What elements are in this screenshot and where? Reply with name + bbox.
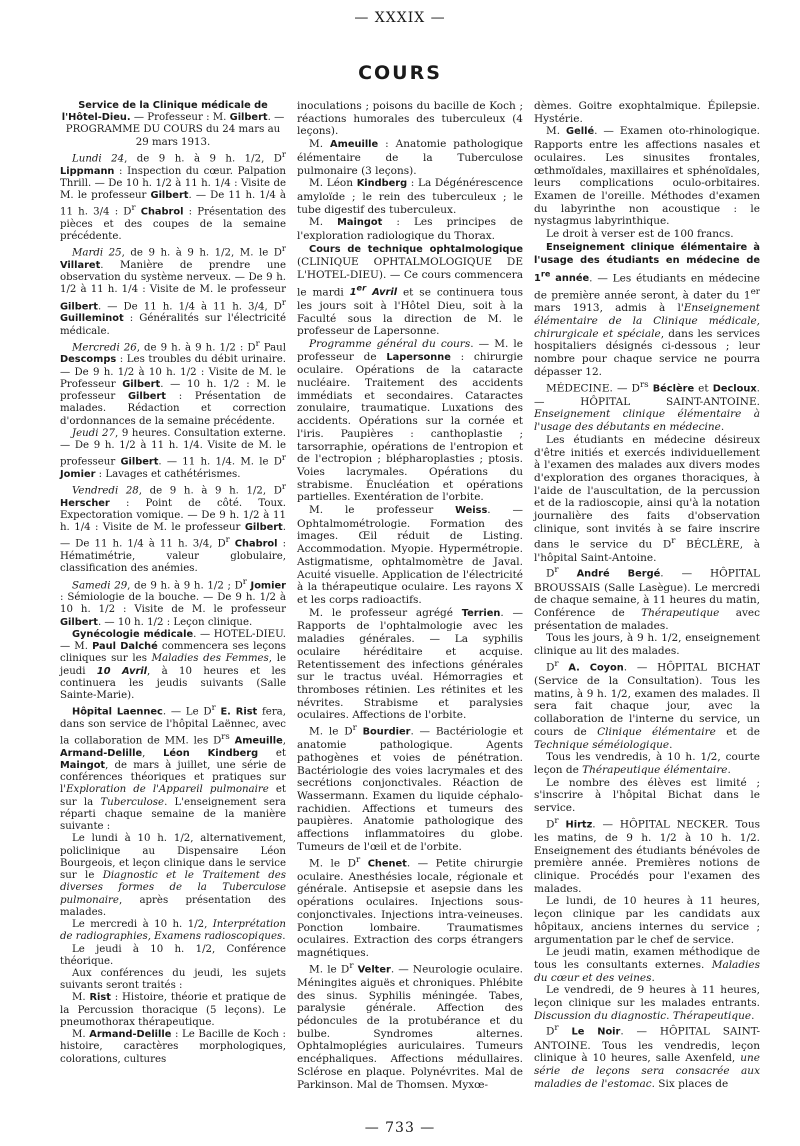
paragraph: Le lundi à 10 h. 1/2, alternativement, policlinique au Dispensaire Léon Bourgeois, et leçon clinique dans le service sur le Diagnostic et le Traitement des diverses formes de la Tuberculose pulmonaire, après présentation des malades. [60,833,286,918]
paragraph: inoculations ; poisons du bacille de Koch ; réactions humorales des tuberculeux (4 leçons). [297,100,523,138]
paragraph: Le nombre des élèves est limité ; s'inscrire à l'hôpital Bichat dans le service. [534,776,760,815]
paragraph: Cours de technique ophtalmologique (CLINIQUE OPHTALMOLOGIQUE DE L'HOTEL-DIEU). — Ce cours commencera le mardi 1er Avril et se continuera tous les jours soit à l'Hôtel Dieu, soit à la Faculté sous la direction de M. le professeur de Lapersonne. [297,243,523,338]
paragraph: Programme général du cours. — M. le professeur de Lapersonne : chirurgie oculaire. Opérations de la cataracte nucléaire. Traitement des accidents immédiats et secondaires. Cataractes zonulaire, traumatique. Luxations des accidents. Opérations sur la cornée et l'iris. Paupières : canthoplastie ; tarsorraphie, opérations de l'entropion et de l'ectropion ; blépharoplasties ; ptosis. Voies lacrymales. Opérations du strabisme. Énucléation et opérations partielles. Exentération de l'orbite. [297,337,524,504]
paragraph: Jeudi 27, 9 heures. Consultation externe. — De 9 h. 1/2 à 11 h. 1/4. Visite de M. le professeur Gilbert. — 11 h. 1/4. M. le $D^r$ Jomier : Lavages et cathétérismes. [60,427,286,480]
paragraph: Les étudiants en médecine désireux d'être initiés et exercés individuellement à l'examen des malades aux divers modes d'exploration des organes thoraciques, à l'aide de l'auscultation, de la percussion et de la radioscopie, ainsi qu'à la notation journalière des faits d'observation clinique, sont invités à se faire inscrire dans le service du $D^r$ BÉCLÈRE, à l'hôpital Saint-Antoine. [534,433,760,564]
paragraph: M. le professeur agrégé Terrien. — Rapports de l'ophtalmologie avec les maladies générales. — La syphilis oculaire héréditaire et acquise. Retentissement des infections générales sur le tractus uvéal. Hémorragies et thromboses rétinien. Les rétinites et les névrites. Strabisme et paralysies oculaires. Affections de l'orbite. [297,606,523,722]
page-title: COURS [358,62,442,84]
paragraph: Gynécologie médicale. — HOTEL-DIEU. — M. Paul Dalché commencera ses leçons cliniques sur les Maladies des Femmes, le jeudi 10 Avril, à 10 heures et les continuera les jeudis suivants (Salle Sainte-Marie). [60,628,286,702]
paragraph: Tous les jours, à 9 h. 1/2, enseignement clinique au lit des malades. [534,632,760,658]
paragraph: Mercredi 26, de 9 h. à 9 h. 1/2 : $D^r$ Paul Descomps : Les troubles du débit urinaire. — De 9 h. 1/2 à 10 h. 1/2 : Visite de M. le Professeur Gilbert. — 10 h. 1/2 : M. le professeur Gilbert : Présentation de malades. Rédaction et correction d'ordonnances de la semaine précédente. [60,338,287,427]
text-column-2 [297,100,523,1091]
paragraph: Le vendredi, de 9 heures à 11 heures, leçon clinique sur les malades entrants. Discussion du diagnostic. Thérapeutique. [534,984,760,1022]
page-number: — 733 — [364,1120,436,1136]
paragraph: $D^r$ Le Noir. — HÔPITAL SAINT-ANTOINE. Tous les vendredis, leçon clinique à 10 heures, salle Axenfeld, une série de leçons sera consacrée aux maladies de l'estomac. Six places de [534,1023,760,1090]
paragraph: Vendredi 28, de 9 h. à 9 h. 1/2, $D^r$ Herscher : Point de côté. Toux. Expectoration vomique. — De 9 h. 1/2 à 11 h. 1/4 : Visite de M. le professeur Gilbert. — De 11 h. 1/4 à 11 h. 3/4, $D^r$ Chabrol : Hématimétrie, valeur globulaire, classification des anémies. [60,482,287,575]
paragraph: Lundi 24, de 9 h. à 9 h. 1/2, $D^r$ Lippmann : Inspection du cœur. Palpation Thrill. — De 10 h. 1/2 à 11 h. 1/4 : Visite de M. le professeur Gilbert. — De 11 h. 1/4 à 11 h. 3/4 : $D^r$ Chabrol : Présentation des pièces et des coupes de la semaine précédente. [60,149,286,243]
paragraph: Le lundi, de 10 heures à 11 heures, leçon clinique par les candidats aux hôpitaux, anciens internes du service ; argumentation par le chef de service. [534,895,760,946]
paragraph: M. le $D^r$ Bourdier. — Bactériologie et anatomie pathologique. Agents pathogènes et voies de pénétration. Bactériologie des voies lacrymales et des secrétions conjonctivales. Réaction de Wassermann. Examen du liquide céphalo-rachidien. Affections et tumeurs des paupières. Anatomie pathologique des affections inflammatoires du globe. Tumeurs de l'œil et de l'orbite. [297,723,523,853]
paragraph: Le mercredi à 10 h. 1/2, Interprétation de radiographies, Examens radioscopiques. [60,919,286,943]
paragraph: Le droit à verser est de 100 francs. [546,228,734,241]
paragraph: $D^r$ A. Coyon. — HÔPITAL BICHAT (Service de la Consultation). Tous les matins, à 9 h. 1/2, examen des malades. Il sera fait chaque jour, avec la collaboration de l'interne du service, un cours de Clinique élémentaire et de Technique séméiologique. [534,658,760,751]
paragraph: M. le professeur Weiss. — Ophtalmométrologie. Formation des images. Œil réduit de Listing. Accommodation. Myopie. Hypermétropie. Astigmatisme, ophtalmomètre de Javal. Acuité visuelle. Application de l'électricité à la thérapeutique oculaire. Les rayons X et les corps radioactifs. [297,504,523,606]
paragraph: M. Ameuille : Anatomie pathologique élémentaire de la Tuberculose pulmonaire (3 leçons). [297,138,523,177]
paragraph: M. Gellé. — Examen oto-rhinologique. Rapports entre les affections nasales et oculaires. Les sinusites frontales, œthmoïdales, maxillaires et sphénoïdales, leurs complications oculo-orbitaires. Examen de l'oreille. Méthodes d'examen du labyrinthe non acoustique : le nystagmus labyrinthique. [534,125,760,228]
paragraph: M. Maingot : Les principes de l'exploration radiologique du Thorax. [297,216,523,243]
paragraph: Enseignement clinique élémentaire à l'usage des étudiants en médecine de 1re année. — Les étudiants en médecine de première année seront, à dater du 1er mars 1913, admis à l'Enseignement élémentaire de la Clinique médicale, chirurgicale et spéciale, dans les services hospitaliers désignés ci-dessous ; leur nombre pour chaque service ne pourra dépasser 12. [534,241,760,378]
paragraph: M. Léon Kindberg : La Dégénérescence amyloïde ; le rein des tuberculeux ; le tube digestif des tuberculeux. [297,177,523,216]
paragraph: Hôpital Laennec. — Le $D^r$ E. Rist fera, dans son service de l'hôpital Laënnec, avec la collaboration de MM. les $D^{rs}$ Ameuille, Armand-Delille, Léon Kindberg et Maingot, de mars à juillet, une série de conférences théoriques et pratiques sur l'Exploration de l'Appareil pulmonaire et sur la Tuberculose. L'enseignement sera réparti chaque semaine de la manière suivante : [60,703,286,833]
paragraph: dèmes. Goitre exophtalmique. Épilepsie. Hystérie. [534,100,760,125]
paragraph: M. Rist : Histoire, théorie et pratique de la Percussion thoracique (5 leçons). Le pneumothorax thérapeutique. [60,992,286,1028]
text-column-1 [60,100,286,1066]
paragraph: Samedi 29, de 9 h. à 9 h. 1/2 ; $D^r$ Jomier : Sémiologie de la bouche. — De 9 h. 1/2 à 10 h. 1/2 : Visite de M. le professeur Gilbert. — 10 h. 1/2 : Leçon clinique. [60,576,286,628]
paragraph: Le jeudi à 10 h. 1/2, Conférence théorique. [60,943,286,967]
paragraph: M. Armand-Delille : Le Bacille de Koch : histoire, caractères morphologiques, colorations, cultures [60,1029,286,1065]
paragraph: M. le $D^r$ Chenet. — Petite chirurgie oculaire. Anesthésies locale, régionale et générale. Antisepsie et asepsie dans les opérations oculaires. Injections sous-conjonctivales. Injections intra-veineuses. Ponction lombaire. Traumatismes oculaires. Extraction des corps étrangers magnétiques. [297,854,523,959]
paragraph: Tous les vendredis, à 10 h. 1/2, courte leçon de Thérapeutique élémentaire. [534,751,760,776]
paragraph: Service de la Clinique médicale de l'Hôtel-Dieu. — Professeur : M. Gilbert. — PROGRAMME DU COURS du 24 mars au 29 mars 1913. [61,100,285,148]
paragraph: Mardi 25, de 9 h. à 9 h. 1/2, M. le $D^r$ Villaret. Manière de prendre une observation du système nerveux. — De 9 h. 1/2 à 11 h. 1/4 : Visite de M. le professeur Gilbert. — De 11 h. 1/4 à 11 h. 3/4, $D^r$ Guilleminot : Généralités sur l'électricité médicale. [60,244,286,337]
paragraph: Aux conférences du jeudi, les sujets suivants seront traités : [60,968,286,992]
text-column-3 [534,100,760,1091]
paragraph: M. le $D^r$ Velter. — Neurologie oculaire. Méningites aiguës et chroniques. Phlébite des sinus. Syphilis méningée. Tabes, paralysie générale. Affection des pédoncules de la protubérance et du bulbe. Syndromes alternes. Ophtalmoplégies auriculaires. Tumeurs encéphaliques. Affections médullaires. Sclérose en plaque. Polynévrites. Mal de Parkinson. Mal de Thomsen. Myxœ- [297,960,524,1091]
paragraph: MÉDECINE. — $D^{rs}$ Béclère et Decloux. — HÔPITAL SAINT-ANTOINE. Enseignement clinique élémentaire à l'usage des débutants en médecine. [534,379,760,434]
paragraph: $D^r$ André Bergé. — HÔPITAL BROUSSAIS (Salle Lasègue). Le mercredi de chaque semaine, à 11 heures du matin, Conférence de Thérapeutique avec présentation de malades. [534,565,761,632]
paragraph: $D^r$ Hirtz. — HÔPITAL NECKER. Tous les matins, de 9 h. 1/2 à 10 h. 1/2. Enseignement des étudiants bénévoles de première année. Premières notions de clinique. Procédés pour l'examen des malades. [534,815,760,895]
paragraph: Le jeudi matin, examen méthodique de tous les consultants externes. Maladies du cœur et des veines. [534,946,760,984]
page-header: — XXXIX — [354,10,446,26]
